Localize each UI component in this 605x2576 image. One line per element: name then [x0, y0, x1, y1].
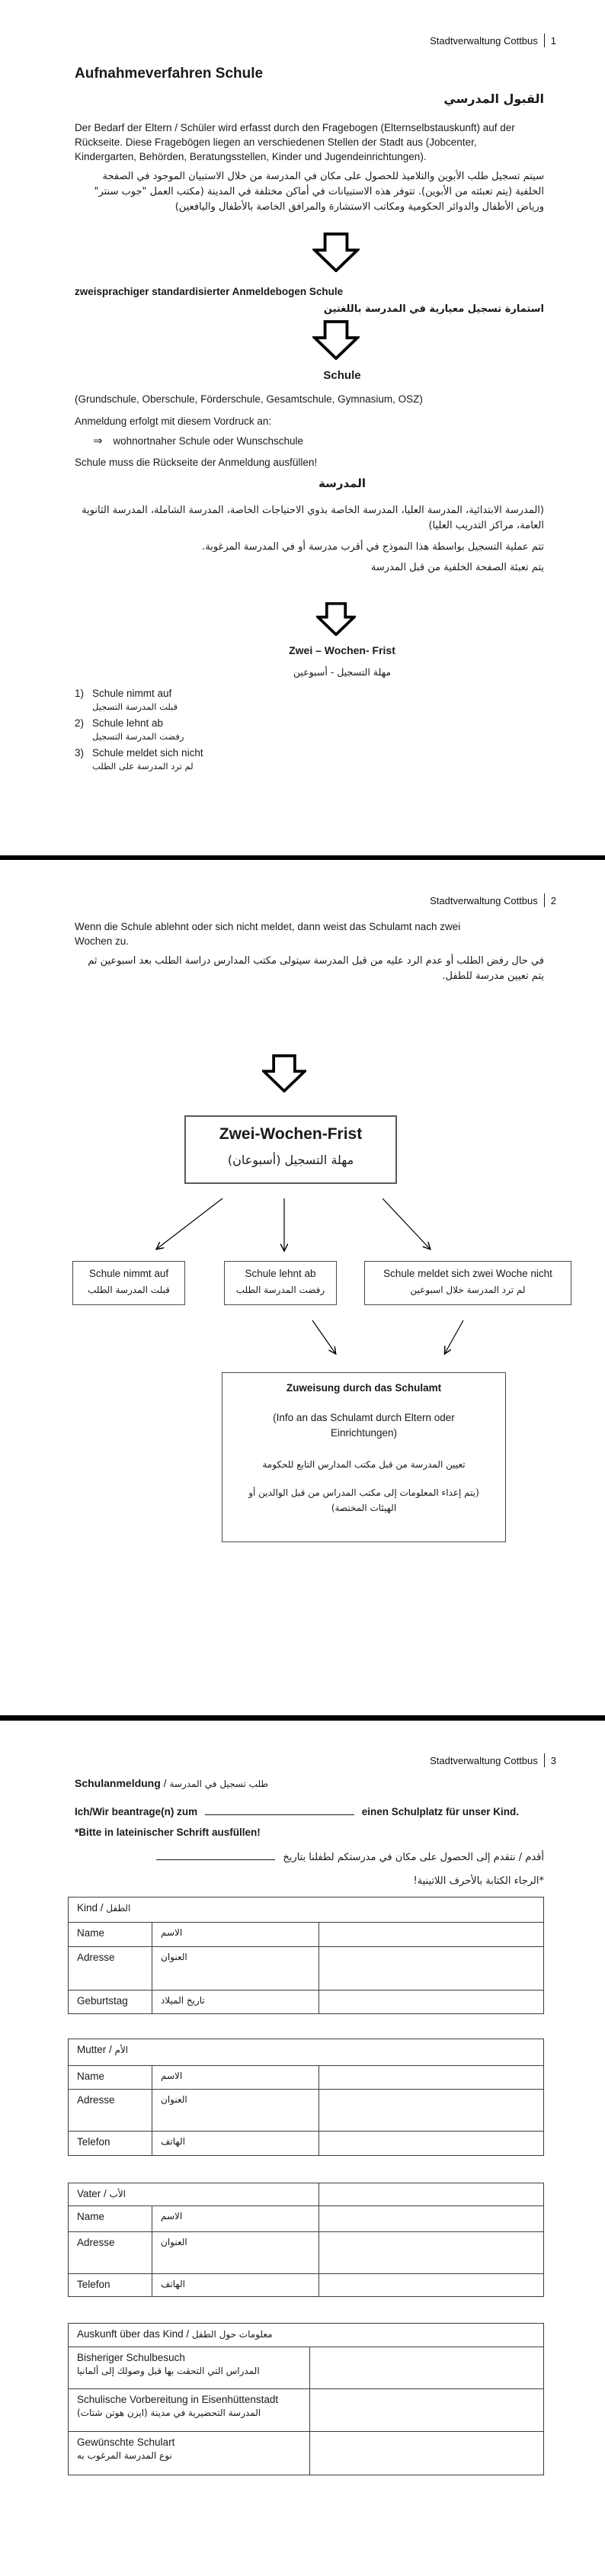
table-title-de: Kind / — [77, 1902, 107, 1914]
outcome-box-accept — [72, 1261, 185, 1305]
table-row — [69, 2389, 544, 2432]
branch-arrows — [137, 1195, 457, 1256]
field-label-de: Name — [69, 1923, 152, 1947]
form-title — [75, 1777, 268, 1791]
field-label-ar: تاريخ الميلاد — [152, 1991, 319, 2014]
list-item — [75, 716, 203, 743]
madrasa-process-ar: تتم عملية التسجيل بواسطة هذا النموذج في أقرب مدرسة أو في المدرسة المرغوبة. — [202, 541, 544, 553]
list-item-number: 1) — [75, 688, 85, 699]
field-value-cell[interactable] — [319, 2132, 544, 2156]
field-value-cell[interactable] — [319, 1991, 544, 2014]
field-label-ar: الاسم — [152, 2066, 319, 2090]
latin-note-de: *Bitte in lateinischer Schrift ausfüllen! — [75, 1827, 261, 1838]
frist-box-title-ar: مهلة التسجيل (أسبوعان) — [227, 1153, 354, 1167]
latin-note-ar: *الرجاء الكتابة بالأحرف اللاتينية! — [413, 1875, 544, 1887]
date-line-ar-text: أقدم / نتقدم إلى الحصول على مكان في مدرستكم لطفلنا بتاريخ — [283, 1852, 544, 1863]
block-arrow-down-icon — [312, 233, 360, 272]
kind-table — [68, 1897, 544, 2014]
table-title-cell — [69, 2324, 544, 2347]
outcome-box-no-reply — [364, 1261, 571, 1305]
page-header — [430, 1753, 556, 1767]
frist-box — [184, 1115, 397, 1184]
table-title-ar: الأب — [109, 2189, 126, 2199]
list-item-ar: لم ترد المدرسة على الطلب — [92, 761, 194, 772]
field-label-ar: نوع المدرسة المرغوب به — [77, 2450, 172, 2461]
zuweisung-ar2: (يتم إعداء المعلومات إلى مكتب المدراس من قبل الوالدين أو الهيئات المختصة) — [248, 1487, 479, 1513]
field-label-ar: العنوان — [152, 2232, 319, 2274]
frist-heading-de: Zwei – Wochen- Frist — [289, 644, 395, 656]
table-row — [69, 1923, 544, 1947]
field-label-cell — [69, 2432, 310, 2475]
block-arrow-down-icon — [312, 320, 360, 360]
anmeldebogen-label-ar: استمارة تسجيل معيارية في المدرسة باللغتين — [323, 303, 544, 315]
list-item-de: Schule meldet sich nicht — [92, 747, 203, 759]
table-row — [69, 2066, 544, 2090]
field-value-cell[interactable] — [319, 1947, 544, 1991]
date-blank-field-ar[interactable] — [156, 1849, 275, 1860]
header-divider — [544, 1753, 545, 1767]
page-header — [430, 893, 556, 907]
field-label-de: Adresse — [69, 1947, 152, 1991]
page-number: 3 — [550, 1754, 556, 1766]
page-title: Aufnahmeverfahren Schule — [75, 66, 264, 82]
field-value-cell[interactable] — [310, 2389, 544, 2432]
outcome-ar: قبلت المدرسة الطلب — [88, 1285, 170, 1295]
table-title-de: Mutter / — [77, 2044, 115, 2055]
outcome-list — [75, 686, 203, 773]
table-header-row — [69, 2183, 544, 2206]
rueckseite-line: Schule muss die Rückseite der Anmeldung ausfüllen! — [75, 457, 318, 468]
table-row — [69, 2347, 544, 2389]
list-item — [75, 686, 203, 714]
table-title-cell — [69, 1898, 544, 1923]
list-item-body — [92, 716, 184, 743]
table-title-cell — [69, 2183, 319, 2206]
header-divider — [544, 893, 545, 907]
madrasa-types-ar: (المدرسة الابتدائية، المدرسة العليا، المدرسة الخاصة بذوي الاحتياجات الخاصة، المدرسة الشاملة، المدرسة الثانوية العامة، مراكز التدريب العليا) — [82, 505, 544, 531]
field-value-cell[interactable] — [319, 2274, 544, 2297]
list-item-ar: رفضت المدرسة التسجيل — [92, 731, 184, 742]
field-value-cell[interactable] — [319, 2232, 544, 2274]
outcome-de: Schule lehnt ab — [245, 1268, 316, 1279]
field-label-ar: الهاتف — [152, 2274, 319, 2297]
field-label-de: Name — [69, 2206, 152, 2232]
outcome-de: Schule nimmt auf — [88, 1268, 169, 1279]
field-value-cell[interactable] — [319, 2183, 544, 2206]
table-row — [69, 1947, 544, 1991]
apply-line-before: Ich/Wir beantrage(n) zum — [75, 1806, 198, 1817]
list-item-number: 3) — [75, 747, 85, 759]
table-row — [69, 1991, 544, 2014]
table-header-row — [69, 1898, 544, 1923]
block-arrow-down-icon — [262, 1054, 306, 1092]
field-label-de: Bisheriger Schulbesuch — [77, 2352, 185, 2363]
list-item-ar: قبلت المدرسة التسجيل — [92, 701, 178, 712]
field-label-ar: العنوان — [152, 1947, 319, 1991]
table-header-row — [69, 2039, 544, 2066]
field-label-ar: المدرسة التحضيرية في مدينة (ايزن هوتن شتات) — [77, 2408, 261, 2418]
block-arrow-down-icon — [316, 602, 356, 636]
table-row — [69, 2132, 544, 2156]
wohnort-line — [93, 434, 303, 448]
anmeldung-line: Anmeldung erfolgt mit diesem Vordruck an: — [75, 415, 272, 427]
field-label-cell — [69, 2389, 310, 2432]
date-blank-field[interactable] — [205, 1804, 354, 1815]
field-label-de: Geburtstag — [69, 1991, 152, 2014]
header-brand: Stadtverwaltung Cottbus — [430, 1754, 538, 1766]
schule-types-line: (Grundschule, Oberschule, Förderschule, Gesamtschule, Gymnasium, OSZ) — [75, 393, 423, 405]
field-label-ar: العنوان — [152, 2090, 319, 2132]
date-line-ar — [156, 1849, 544, 1865]
field-label-de: Adresse — [69, 2090, 152, 2132]
apply-line — [75, 1804, 519, 1819]
field-value-cell[interactable] — [319, 2090, 544, 2132]
list-item-body — [92, 746, 203, 773]
intro-paragraph-de: Wenn die Schule ablehnt oder sich nicht meldet, dann weist das Schulamt nach zwei Wochen zu. — [75, 921, 461, 947]
page-number: 1 — [550, 34, 556, 47]
field-value-cell[interactable] — [319, 2206, 544, 2232]
field-label-de: Telefon — [69, 2132, 152, 2156]
table-title-ar: الطفل — [106, 1903, 131, 1914]
page-header — [430, 34, 556, 47]
list-item-de: Schule lehnt ab — [92, 717, 164, 729]
form-title-ar: طلب تسجيل في المدرسة — [169, 1779, 268, 1789]
field-label-de: Adresse — [69, 2232, 152, 2274]
anmeldebogen-label-de: zweisprachiger standardisierter Anmeldebogen Schule — [75, 286, 344, 297]
intro-paragraph-de: Der Bedarf der Eltern / Schüler wird erfasst durch den Fragebogen (Elternselbstauskunft) auf der Rückseite. Diese Fragebögen liegen an verschiedenen Stellen der Stadt aus (Jobcenter, Kindergarten, Behörden, Beratungsstellen, Kinder und Jugendeinrichtungen). — [75, 122, 515, 162]
outcome-ar: لم ترد المدرسة خلال اسبوعين — [410, 1285, 526, 1295]
table-title-de: Auskunft über das Kind / — [77, 2328, 192, 2340]
table-row — [69, 2232, 544, 2274]
header-divider — [544, 34, 545, 47]
table-title-de: Vater / — [77, 2188, 110, 2199]
list-item-number: 2) — [75, 717, 85, 729]
field-value-cell[interactable] — [319, 1923, 544, 1947]
frist-box-title: Zwei-Wochen-Frist — [219, 1125, 363, 1143]
mutter-table — [68, 2039, 544, 2156]
field-label-ar: الاسم — [152, 1923, 319, 1947]
intro-paragraph-ar: سيتم تسجيل طلب الأبوين والتلاميذ للحصول على مكان في المدرسة من خلال الاستبيان الموجود في الصفحة الخلفية (يتم تعبئته من الأبوين). تتوفر هذه الاستبيانات في أماكن مختلفة في المدينة (مكتب العمل "جوب سنتر" ورياض الأطفال والدوائر الحكومية ومكاتب الاستشارة والمرافق الخاصة بالأطفال واليافعين) — [94, 171, 544, 213]
form-title-de: Schulanmeldung — [75, 1777, 161, 1789]
frist-heading-ar: مهلة التسجيل - أسبوعين — [293, 666, 392, 678]
page-title-arabic: القبول المدرسي — [443, 91, 544, 106]
table-title-ar: الأم — [114, 2045, 129, 2055]
zuweisung-box — [222, 1372, 506, 1542]
field-label-ar: الاسم — [152, 2206, 319, 2232]
field-label-ar: المدراس التي التحقت بها قبل وصولك إلى ألمانيا — [77, 2366, 260, 2376]
table-row — [69, 2090, 544, 2132]
converge-arrows — [290, 1317, 480, 1360]
auskunft-table — [68, 2323, 544, 2475]
field-label-de: Gewünschte Schulart — [77, 2436, 175, 2448]
list-item-de: Schule nimmt auf — [92, 688, 172, 699]
page-3 — [0, 1721, 605, 2576]
zuweisung-ar1: تعيين المدرسة من قبل مكتب المدارس التابع للحكومة — [262, 1459, 466, 1470]
list-item — [75, 746, 203, 773]
intro-paragraph-ar: في حال رفض الطلب أو عدم الرد عليه من قبل المدرسة سيتولى مكتب المدارس دراسة الطلب بعد اسبوعين ثم يتم تعيين مدرسة للطفل. — [88, 955, 544, 982]
outcome-de: Schule meldet sich zwei Woche nicht — [383, 1268, 552, 1279]
form-title-sep: / — [160, 1777, 170, 1789]
madrasa-heading-ar: المدرسة — [319, 476, 366, 490]
table-title-cell — [69, 2039, 544, 2066]
field-label-de: Schulische Vorbereitung in Eisenhüttenstadt — [77, 2394, 279, 2405]
table-row — [69, 2432, 544, 2475]
schule-heading: Schule — [323, 369, 361, 382]
field-value-cell[interactable] — [310, 2432, 544, 2475]
field-label-de: Telefon — [69, 2274, 152, 2297]
table-header-row — [69, 2324, 544, 2347]
outcome-ar: رفضت المدرسة الطلب — [235, 1285, 325, 1295]
field-label-de: Name — [69, 2066, 152, 2090]
table-row — [69, 2274, 544, 2297]
field-value-cell[interactable] — [310, 2347, 544, 2389]
page-separator — [0, 1715, 605, 1721]
zuweisung-title: Zuweisung durch das Schulamt — [286, 1382, 442, 1394]
apply-line-after: einen Schulplatz für unser Kind. — [361, 1806, 519, 1817]
page-1 — [0, 0, 605, 855]
vater-table — [68, 2183, 544, 2297]
double-arrow-icon: ⇒ — [93, 435, 103, 448]
field-label-ar: الهاتف — [152, 2132, 319, 2156]
zuweisung-info: (Info an das Schulamt durch Eltern oder Einrichtungen) — [273, 1412, 455, 1439]
field-value-cell[interactable] — [319, 2066, 544, 2090]
field-label-cell — [69, 2347, 310, 2389]
table-row — [69, 2206, 544, 2232]
page-number: 2 — [550, 894, 556, 906]
table-title-ar: معلومات حول الطفل — [191, 2329, 273, 2340]
header-brand: Stadtverwaltung Cottbus — [430, 894, 538, 906]
page-2 — [0, 860, 605, 1715]
wohnort-text: wohnortnaher Schule oder Wunschschule — [113, 435, 303, 447]
list-item-body — [92, 686, 178, 714]
madrasa-back-ar: يتم تعبئة الصفحة الخلفية من قبل المدرسة — [370, 562, 544, 573]
outcome-box-reject — [224, 1261, 337, 1305]
header-brand: Stadtverwaltung Cottbus — [430, 34, 538, 47]
